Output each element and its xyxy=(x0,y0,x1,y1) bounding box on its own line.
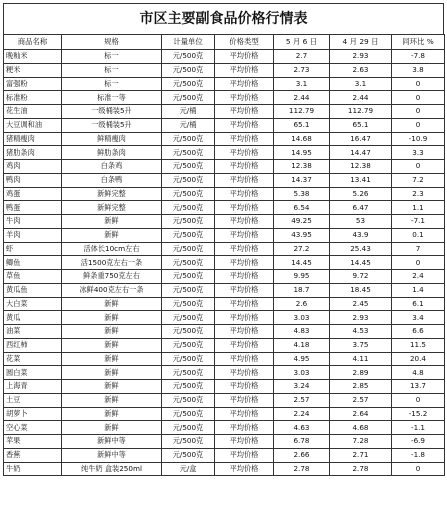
price-type-cell: 平均价格 xyxy=(215,77,274,91)
price-type-cell: 平均价格 xyxy=(215,256,274,270)
current-price-cell: 14.37 xyxy=(274,173,330,187)
previous-price-cell: 2.78 xyxy=(330,462,392,476)
product-name-cell: 圆白菜 xyxy=(4,366,62,380)
change-pct-cell: 0 xyxy=(392,393,445,407)
product-name-cell: 黄瓜鱼 xyxy=(4,283,62,297)
previous-price-cell: 14.47 xyxy=(330,146,392,160)
change-pct-cell: 6.1 xyxy=(392,297,445,311)
change-pct-cell: 0.1 xyxy=(392,228,445,242)
price-type-cell: 平均价格 xyxy=(215,435,274,449)
product-name-cell: 油菜 xyxy=(4,325,62,339)
previous-price-cell: 18.45 xyxy=(330,283,392,297)
price-type-cell: 平均价格 xyxy=(215,118,274,132)
table-row xyxy=(4,215,445,229)
price-type-cell: 平均价格 xyxy=(215,173,274,187)
table-row xyxy=(4,132,445,146)
previous-price-cell: 2.63 xyxy=(330,63,392,77)
price-type-cell: 平均价格 xyxy=(215,50,274,64)
product-name-cell: 西红柿 xyxy=(4,338,62,352)
change-pct-cell: 7 xyxy=(392,242,445,256)
current-price-cell: 4.63 xyxy=(274,421,330,435)
product-name-cell: 胡萝卜 xyxy=(4,407,62,421)
previous-price-cell: 14.45 xyxy=(330,256,392,270)
product-name-cell: 虾 xyxy=(4,242,62,256)
previous-price-cell: 3.1 xyxy=(330,77,392,91)
price-type-cell: 平均价格 xyxy=(215,270,274,284)
previous-price-cell: 4.53 xyxy=(330,325,392,339)
unit-cell: 元/500克 xyxy=(162,366,215,380)
product-name-cell: 草鱼 xyxy=(4,270,62,284)
previous-price-cell: 6.47 xyxy=(330,201,392,215)
spec-cell: 新鲜 xyxy=(62,228,162,242)
previous-price-cell: 16.47 xyxy=(330,132,392,146)
current-price-cell: 4.95 xyxy=(274,352,330,366)
price-type-cell: 平均价格 xyxy=(215,352,274,366)
table-row xyxy=(4,146,445,160)
product-name-cell: 苹果 xyxy=(4,435,62,449)
product-name-cell: 空心菜 xyxy=(4,421,62,435)
unit-cell: 元/500克 xyxy=(162,146,215,160)
price-type-cell: 平均价格 xyxy=(215,325,274,339)
price-table xyxy=(3,34,445,476)
change-pct-cell: 7.2 xyxy=(392,173,445,187)
price-type-cell: 平均价格 xyxy=(215,448,274,462)
unit-cell: 元/500克 xyxy=(162,256,215,270)
product-name-cell: 鸡蛋 xyxy=(4,187,62,201)
table-row xyxy=(4,228,445,242)
current-price-cell: 43.95 xyxy=(274,228,330,242)
previous-price-cell: 2.93 xyxy=(330,50,392,64)
change-pct-cell: 0 xyxy=(392,105,445,119)
change-pct-cell: 0 xyxy=(392,118,445,132)
table-row xyxy=(4,201,445,215)
change-pct-cell: -1.8 xyxy=(392,448,445,462)
current-price-cell: 12.38 xyxy=(274,160,330,174)
previous-price-cell: 13.41 xyxy=(330,173,392,187)
spec-cell: 新鲜 xyxy=(62,297,162,311)
previous-price-cell: 3.75 xyxy=(330,338,392,352)
table-row xyxy=(4,187,445,201)
table-row xyxy=(4,421,445,435)
previous-price-cell: 2.89 xyxy=(330,366,392,380)
table-row xyxy=(4,256,445,270)
table-row xyxy=(4,407,445,421)
unit-cell: 元/500克 xyxy=(162,393,215,407)
change-pct-cell: -15.2 xyxy=(392,407,445,421)
unit-cell: 元/500克 xyxy=(162,91,215,105)
change-pct-cell: 20.4 xyxy=(392,352,445,366)
spec-cell: 鲜条重750克左右 xyxy=(62,270,162,284)
spec-cell: 新鲜中等 xyxy=(62,435,162,449)
product-name-cell: 鸡肉 xyxy=(4,160,62,174)
previous-price-cell: 53 xyxy=(330,215,392,229)
table-header-row xyxy=(4,35,445,50)
unit-cell: 元/500克 xyxy=(162,380,215,394)
unit-cell: 元/500克 xyxy=(162,242,215,256)
current-price-cell: 2.6 xyxy=(274,297,330,311)
product-name-cell: 大白菜 xyxy=(4,297,62,311)
change-pct-cell: 3.4 xyxy=(392,311,445,325)
current-price-cell: 2.44 xyxy=(274,91,330,105)
current-price-cell: 3.03 xyxy=(274,366,330,380)
product-name-cell: 花菜 xyxy=(4,352,62,366)
current-price-cell: 3.24 xyxy=(274,380,330,394)
spec-cell: 新鲜 xyxy=(62,215,162,229)
change-pct-cell: 0 xyxy=(392,91,445,105)
table-row xyxy=(4,462,445,476)
header-current-date: 5 月 6 日 xyxy=(274,35,330,50)
product-name-cell: 羊肉 xyxy=(4,228,62,242)
previous-price-cell: 5.26 xyxy=(330,187,392,201)
change-pct-cell: 0 xyxy=(392,256,445,270)
unit-cell: 元/500克 xyxy=(162,448,215,462)
spec-cell: 活1500克左右一条 xyxy=(62,256,162,270)
change-pct-cell: 3.8 xyxy=(392,63,445,77)
unit-cell: 元/500克 xyxy=(162,77,215,91)
table-row xyxy=(4,393,445,407)
price-type-cell: 平均价格 xyxy=(215,105,274,119)
previous-price-cell: 4.68 xyxy=(330,421,392,435)
product-name-cell: 牛肉 xyxy=(4,215,62,229)
product-name-cell: 香蕉 xyxy=(4,448,62,462)
price-type-cell: 平均价格 xyxy=(215,297,274,311)
price-type-cell: 平均价格 xyxy=(215,91,274,105)
change-pct-cell: 2.3 xyxy=(392,187,445,201)
price-type-cell: 平均价格 xyxy=(215,462,274,476)
change-pct-cell: 4.8 xyxy=(392,366,445,380)
unit-cell: 元/500克 xyxy=(162,270,215,284)
spec-cell: 一级桶装5升 xyxy=(62,105,162,119)
spec-cell: 白条鸡 xyxy=(62,160,162,174)
header-name: 商品名称 xyxy=(4,35,62,50)
change-pct-cell: -1.1 xyxy=(392,421,445,435)
price-type-cell: 平均价格 xyxy=(215,338,274,352)
spec-cell: 新鲜完整 xyxy=(62,187,162,201)
header-previous-date: 4 月 29 日 xyxy=(330,35,392,50)
spec-cell: 新鲜 xyxy=(62,421,162,435)
table-row xyxy=(4,242,445,256)
current-price-cell: 2.24 xyxy=(274,407,330,421)
product-name-cell: 鲫鱼 xyxy=(4,256,62,270)
price-type-cell: 平均价格 xyxy=(215,242,274,256)
unit-cell: 元/盒 xyxy=(162,462,215,476)
header-price-type: 价格类型 xyxy=(215,35,274,50)
current-price-cell: 9.95 xyxy=(274,270,330,284)
previous-price-cell: 7.28 xyxy=(330,435,392,449)
unit-cell: 元/500克 xyxy=(162,228,215,242)
header-spec: 规格 xyxy=(62,35,162,50)
current-price-cell: 14.95 xyxy=(274,146,330,160)
unit-cell: 元/500克 xyxy=(162,187,215,201)
product-name-cell: 上海青 xyxy=(4,380,62,394)
table-row xyxy=(4,366,445,380)
table-row xyxy=(4,63,445,77)
current-price-cell: 6.78 xyxy=(274,435,330,449)
unit-cell: 元/500克 xyxy=(162,215,215,229)
table-body xyxy=(4,35,445,476)
current-price-cell: 2.7 xyxy=(274,50,330,64)
product-name-cell: 富强粉 xyxy=(4,77,62,91)
previous-price-cell: 2.85 xyxy=(330,380,392,394)
unit-cell: 元/500克 xyxy=(162,435,215,449)
unit-cell: 元/500克 xyxy=(162,325,215,339)
change-pct-cell: -7.1 xyxy=(392,215,445,229)
unit-cell: 元/500克 xyxy=(162,311,215,325)
unit-cell: 元/桶 xyxy=(162,118,215,132)
current-price-cell: 2.73 xyxy=(274,63,330,77)
change-pct-cell: 13.7 xyxy=(392,380,445,394)
previous-price-cell: 9.72 xyxy=(330,270,392,284)
unit-cell: 元/500克 xyxy=(162,297,215,311)
price-type-cell: 平均价格 xyxy=(215,407,274,421)
table-row xyxy=(4,325,445,339)
spec-cell: 新鲜 xyxy=(62,338,162,352)
change-pct-cell: 0 xyxy=(392,77,445,91)
current-price-cell: 27.2 xyxy=(274,242,330,256)
price-type-cell: 平均价格 xyxy=(215,132,274,146)
current-price-cell: 3.03 xyxy=(274,311,330,325)
table-row xyxy=(4,270,445,284)
table-row xyxy=(4,448,445,462)
table-row xyxy=(4,338,445,352)
product-name-cell: 晚籼米 xyxy=(4,50,62,64)
price-type-cell: 平均价格 xyxy=(215,187,274,201)
product-name-cell: 标准粉 xyxy=(4,91,62,105)
spec-cell: 新鲜 xyxy=(62,352,162,366)
unit-cell: 元/500克 xyxy=(162,173,215,187)
previous-price-cell: 2.44 xyxy=(330,91,392,105)
price-type-cell: 平均价格 xyxy=(215,366,274,380)
table-row xyxy=(4,311,445,325)
price-type-cell: 平均价格 xyxy=(215,201,274,215)
change-pct-cell: -7.8 xyxy=(392,50,445,64)
page-title: 市区主要副食品价格行情表 xyxy=(3,3,444,34)
change-pct-cell: 6.6 xyxy=(392,325,445,339)
price-type-cell: 平均价格 xyxy=(215,283,274,297)
price-type-cell: 平均价格 xyxy=(215,146,274,160)
current-price-cell: 112.79 xyxy=(274,105,330,119)
change-pct-cell: 0 xyxy=(392,160,445,174)
price-type-cell: 平均价格 xyxy=(215,63,274,77)
change-pct-cell: -10.9 xyxy=(392,132,445,146)
unit-cell: 元/500克 xyxy=(162,407,215,421)
product-name-cell: 黄瓜 xyxy=(4,311,62,325)
spec-cell: 鲜肋条肉 xyxy=(62,146,162,160)
spec-cell: 鲜精瘦肉 xyxy=(62,132,162,146)
unit-cell: 元/500克 xyxy=(162,352,215,366)
table-row xyxy=(4,352,445,366)
product-name-cell: 大豆调和油 xyxy=(4,118,62,132)
price-type-cell: 平均价格 xyxy=(215,215,274,229)
current-price-cell: 49.25 xyxy=(274,215,330,229)
price-type-cell: 平均价格 xyxy=(215,393,274,407)
spec-cell: 标一 xyxy=(62,50,162,64)
table-row xyxy=(4,91,445,105)
previous-price-cell: 2.71 xyxy=(330,448,392,462)
product-name-cell: 粳米 xyxy=(4,63,62,77)
current-price-cell: 3.1 xyxy=(274,77,330,91)
header-change-pct: 同环比 % xyxy=(392,35,445,50)
unit-cell: 元/500克 xyxy=(162,421,215,435)
header-unit: 计量单位 xyxy=(162,35,215,50)
current-price-cell: 6.54 xyxy=(274,201,330,215)
previous-price-cell: 25.43 xyxy=(330,242,392,256)
change-pct-cell: 0 xyxy=(392,462,445,476)
current-price-cell: 14.45 xyxy=(274,256,330,270)
change-pct-cell: 1.1 xyxy=(392,201,445,215)
table-row xyxy=(4,118,445,132)
spec-cell: 新鲜 xyxy=(62,380,162,394)
unit-cell: 元/500克 xyxy=(162,132,215,146)
spec-cell: 标一 xyxy=(62,63,162,77)
table-row xyxy=(4,105,445,119)
table-row xyxy=(4,160,445,174)
previous-price-cell: 2.57 xyxy=(330,393,392,407)
product-name-cell: 猪精瘦肉 xyxy=(4,132,62,146)
table-row xyxy=(4,77,445,91)
change-pct-cell: -6.9 xyxy=(392,435,445,449)
spec-cell: 纯牛奶 盒装250ml xyxy=(62,462,162,476)
current-price-cell: 65.1 xyxy=(274,118,330,132)
price-type-cell: 平均价格 xyxy=(215,160,274,174)
previous-price-cell: 2.93 xyxy=(330,311,392,325)
spec-cell: 新鲜 xyxy=(62,393,162,407)
change-pct-cell: 11.5 xyxy=(392,338,445,352)
current-price-cell: 18.7 xyxy=(274,283,330,297)
spec-cell: 新鲜完整 xyxy=(62,201,162,215)
table-row xyxy=(4,283,445,297)
unit-cell: 元/500克 xyxy=(162,50,215,64)
previous-price-cell: 65.1 xyxy=(330,118,392,132)
unit-cell: 元/500克 xyxy=(162,63,215,77)
spec-cell: 新鲜 xyxy=(62,325,162,339)
table-row xyxy=(4,50,445,64)
previous-price-cell: 2.45 xyxy=(330,297,392,311)
current-price-cell: 2.66 xyxy=(274,448,330,462)
price-type-cell: 平均价格 xyxy=(215,421,274,435)
previous-price-cell: 112.79 xyxy=(330,105,392,119)
table-row xyxy=(4,173,445,187)
current-price-cell: 4.83 xyxy=(274,325,330,339)
current-price-cell: 2.57 xyxy=(274,393,330,407)
change-pct-cell: 1.4 xyxy=(392,283,445,297)
unit-cell: 元/500克 xyxy=(162,201,215,215)
unit-cell: 元/500克 xyxy=(162,283,215,297)
spec-cell: 白条鸭 xyxy=(62,173,162,187)
spec-cell: 一级桶装5升 xyxy=(62,118,162,132)
change-pct-cell: 2.4 xyxy=(392,270,445,284)
spec-cell: 活体长10cm左右 xyxy=(62,242,162,256)
previous-price-cell: 4.11 xyxy=(330,352,392,366)
product-name-cell: 土豆 xyxy=(4,393,62,407)
spec-cell: 新鲜 xyxy=(62,407,162,421)
current-price-cell: 14.68 xyxy=(274,132,330,146)
unit-cell: 元/桶 xyxy=(162,105,215,119)
previous-price-cell: 43.9 xyxy=(330,228,392,242)
previous-price-cell: 12.38 xyxy=(330,160,392,174)
spec-cell: 标准一等 xyxy=(62,91,162,105)
current-price-cell: 5.38 xyxy=(274,187,330,201)
current-price-cell: 2.78 xyxy=(274,462,330,476)
spec-cell: 新鲜中等 xyxy=(62,448,162,462)
unit-cell: 元/500克 xyxy=(162,338,215,352)
product-name-cell: 鸭肉 xyxy=(4,173,62,187)
unit-cell: 元/500克 xyxy=(162,160,215,174)
product-name-cell: 鸭蛋 xyxy=(4,201,62,215)
price-type-cell: 平均价格 xyxy=(215,380,274,394)
previous-price-cell: 2.64 xyxy=(330,407,392,421)
table-row xyxy=(4,435,445,449)
price-type-cell: 平均价格 xyxy=(215,311,274,325)
product-name-cell: 牛奶 xyxy=(4,462,62,476)
product-name-cell: 猪肋条肉 xyxy=(4,146,62,160)
table-row xyxy=(4,380,445,394)
spec-cell: 新鲜 xyxy=(62,311,162,325)
change-pct-cell: 3.3 xyxy=(392,146,445,160)
price-type-cell: 平均价格 xyxy=(215,228,274,242)
spec-cell: 新鲜 xyxy=(62,366,162,380)
current-price-cell: 4.18 xyxy=(274,338,330,352)
price-report xyxy=(3,3,444,525)
product-name-cell: 花生油 xyxy=(4,105,62,119)
spec-cell: 标一 xyxy=(62,77,162,91)
spec-cell: 冰鲜400克左右一条 xyxy=(62,283,162,297)
table-row xyxy=(4,297,445,311)
